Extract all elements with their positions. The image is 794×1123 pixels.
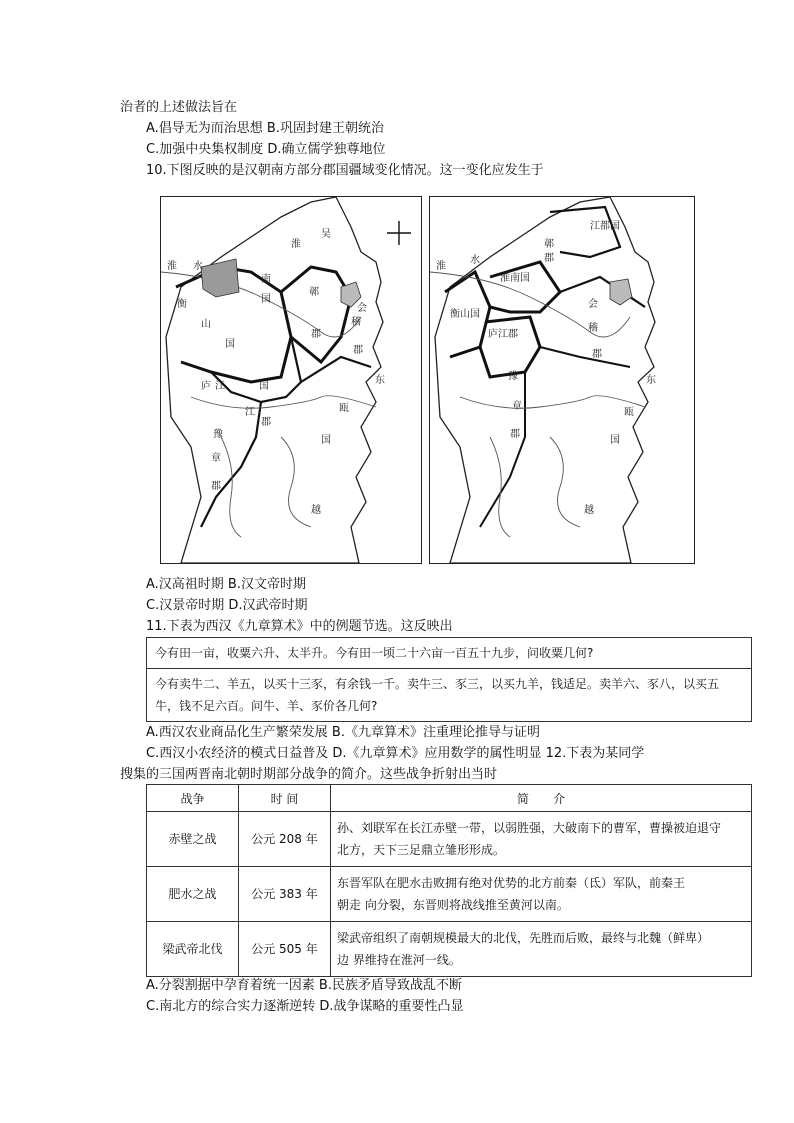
war-time: 公元 208 年 [239, 812, 331, 867]
map-left-label: 郡 [211, 481, 221, 492]
map-right-label: 郡 [592, 349, 602, 360]
war-name: 赤壁之战 [147, 812, 239, 867]
war-name: 肥水之战 [147, 867, 239, 922]
war-intro-line2: 朝走 向分裂，东晋则将战线推至黄河以南。 [337, 898, 569, 912]
q11-options-cd: C.西汉小农经济的模式日益普及 D.《九章算术》应用数学的属性明显 12.下表为某同学 [146, 746, 645, 761]
map-left-label: 国 [321, 435, 331, 446]
war-intro-line1: 孙、刘联军在长江赤壁一带，以弱胜强，大破南下的曹军，曹操被迫退守 [337, 821, 722, 835]
col-header-war: 战争 [147, 785, 239, 812]
map-right-label: 瓯 [624, 407, 634, 418]
war-intro-line1: 东晋军队在肥水击败拥有绝对优势的北方前秦（氐）军队，前秦王 [337, 876, 686, 890]
map-left-label: 稽 [351, 317, 361, 328]
war-name: 梁武帝北伐 [147, 922, 239, 977]
map-left-label: 庐 [201, 381, 211, 392]
q12-options-ab: A.分裂割据中孕育着统一因素 B.民族矛盾导致战乱不断 [146, 978, 462, 993]
map-right-label: 章 [512, 401, 522, 412]
q11-options-ab: A.西汉农业商品化生产繁荣发展 B.《九章算术》注重理论推导与证明 [146, 725, 540, 740]
map-right-label: 越 [584, 505, 594, 516]
table-row [147, 638, 752, 669]
map-left-label: 郡 [311, 329, 321, 340]
map-right [429, 196, 695, 564]
war-intro-line2: 边 界维持在淮河一线。 [337, 953, 461, 967]
map-right-label: 会 [588, 299, 598, 310]
map-left-label: 淮 [167, 261, 177, 272]
map-left-label: 郡 [261, 417, 271, 428]
map-right-label: 国 [610, 435, 620, 446]
map-left-label: 豫 [213, 429, 223, 440]
q10-options-cd: C.汉景帝时期 D.汉武帝时期 [146, 598, 308, 613]
war-intro [331, 867, 752, 922]
table-row [147, 922, 752, 977]
map-left-label: 会 [357, 303, 367, 314]
map-left-label: 郡 [353, 345, 363, 356]
map-right-drawing [430, 197, 694, 563]
col-header-time: 时 间 [239, 785, 331, 812]
war-time: 公元 383 年 [239, 867, 331, 922]
map-left-label: 瓯 [339, 403, 349, 414]
table-row [147, 669, 752, 722]
war-intro [331, 922, 752, 977]
q9-options-cd: C.加强中央集权制度 D.确立儒学独尊地位 [146, 142, 386, 157]
q10-options-ab: A.汉高祖时期 B.汉文帝时期 [146, 577, 306, 592]
map-right-label: 鄣 [544, 239, 554, 250]
q9-stem-tail: 治者的上述做法旨在 [120, 100, 238, 115]
table-row [147, 867, 752, 922]
map-right-label: 庐江郡 [488, 329, 518, 340]
map-left-label: 水 [193, 261, 203, 272]
map-right-label: 稽 [588, 323, 598, 334]
map-left-label: 鄣 [309, 287, 319, 298]
map-right-label: 郡 [510, 429, 520, 440]
map-left-label: 东 [375, 375, 385, 386]
q11-row1-cell: 今有田一亩，收粟六升、太半升。今有田一顷二十六亩一百五十九步，问收粟几何? [147, 638, 752, 669]
q11-row2-line1: 今有卖牛二、羊五，以买十三豕，有余钱一千。卖牛三、豕三，以买九羊，钱适足。卖羊六、豕八，以买五 [155, 677, 720, 691]
war-intro-line1: 梁武帝组织了南朝规模最大的北伐，先胜而后败，最终与北魏（鲜卑） [337, 931, 710, 945]
map-left-label: 越 [311, 505, 321, 516]
map-left-label: 国 [225, 339, 235, 350]
map-left-label: 江 [245, 407, 255, 418]
map-left-label: 国 [259, 381, 269, 392]
q12-table [146, 784, 752, 977]
col-header-intro: 简 介 [331, 785, 752, 812]
map-left-label: 山 [201, 319, 211, 330]
map-right-label: 淮 [436, 261, 446, 272]
map-left [160, 196, 422, 564]
war-time: 公元 505 年 [239, 922, 331, 977]
map-right-label: 豫 [508, 371, 518, 382]
map-left-drawing [161, 197, 421, 563]
map-left-label: 章 [211, 453, 221, 464]
table-header-row [147, 785, 752, 812]
map-right-label: 淮南国 [500, 273, 530, 284]
q11-stem: 11.下表为西汉《九章算术》中的例题节选。这反映出 [146, 619, 453, 634]
map-left-label: 江 [215, 381, 225, 392]
q12-stem: 搜集的三国两晋南北朝时期部分战争的简介。这些战争折射出当时 [120, 767, 498, 782]
map-left-label: 淮 [291, 239, 301, 250]
table-row [147, 812, 752, 867]
q10-stem: 10.下图反映的是汉朝南方部分郡国疆域变化情况。这一变化应发生于 [146, 163, 544, 178]
q9-options-ab: A.倡导无为而治思想 B.巩固封建王朝统治 [146, 121, 384, 136]
q11-row2-cell [147, 669, 752, 722]
war-intro-line2: 北方，天下三足鼎立雏形形成。 [337, 843, 506, 857]
map-left-label: 衡 [177, 299, 187, 310]
map-right-label: 衡山国 [450, 309, 480, 320]
map-left-label: 南 [261, 274, 271, 285]
war-intro [331, 812, 752, 867]
map-right-label: 水 [470, 255, 480, 266]
map-right-label: 东 [646, 375, 656, 386]
map-right-label: 郡 [544, 253, 554, 264]
q12-options-cd: C.南北方的综合实力逐渐逆转 D.战争谋略的重要性凸显 [146, 999, 464, 1014]
q11-table [146, 637, 752, 722]
map-right-label: 江都国 [590, 221, 620, 232]
map-left-label: 吴 [321, 229, 331, 240]
q11-row2-line2: 牛，钱不足六百。问牛、羊、豕价各几何? [155, 699, 378, 713]
map-left-label: 国 [261, 294, 271, 305]
